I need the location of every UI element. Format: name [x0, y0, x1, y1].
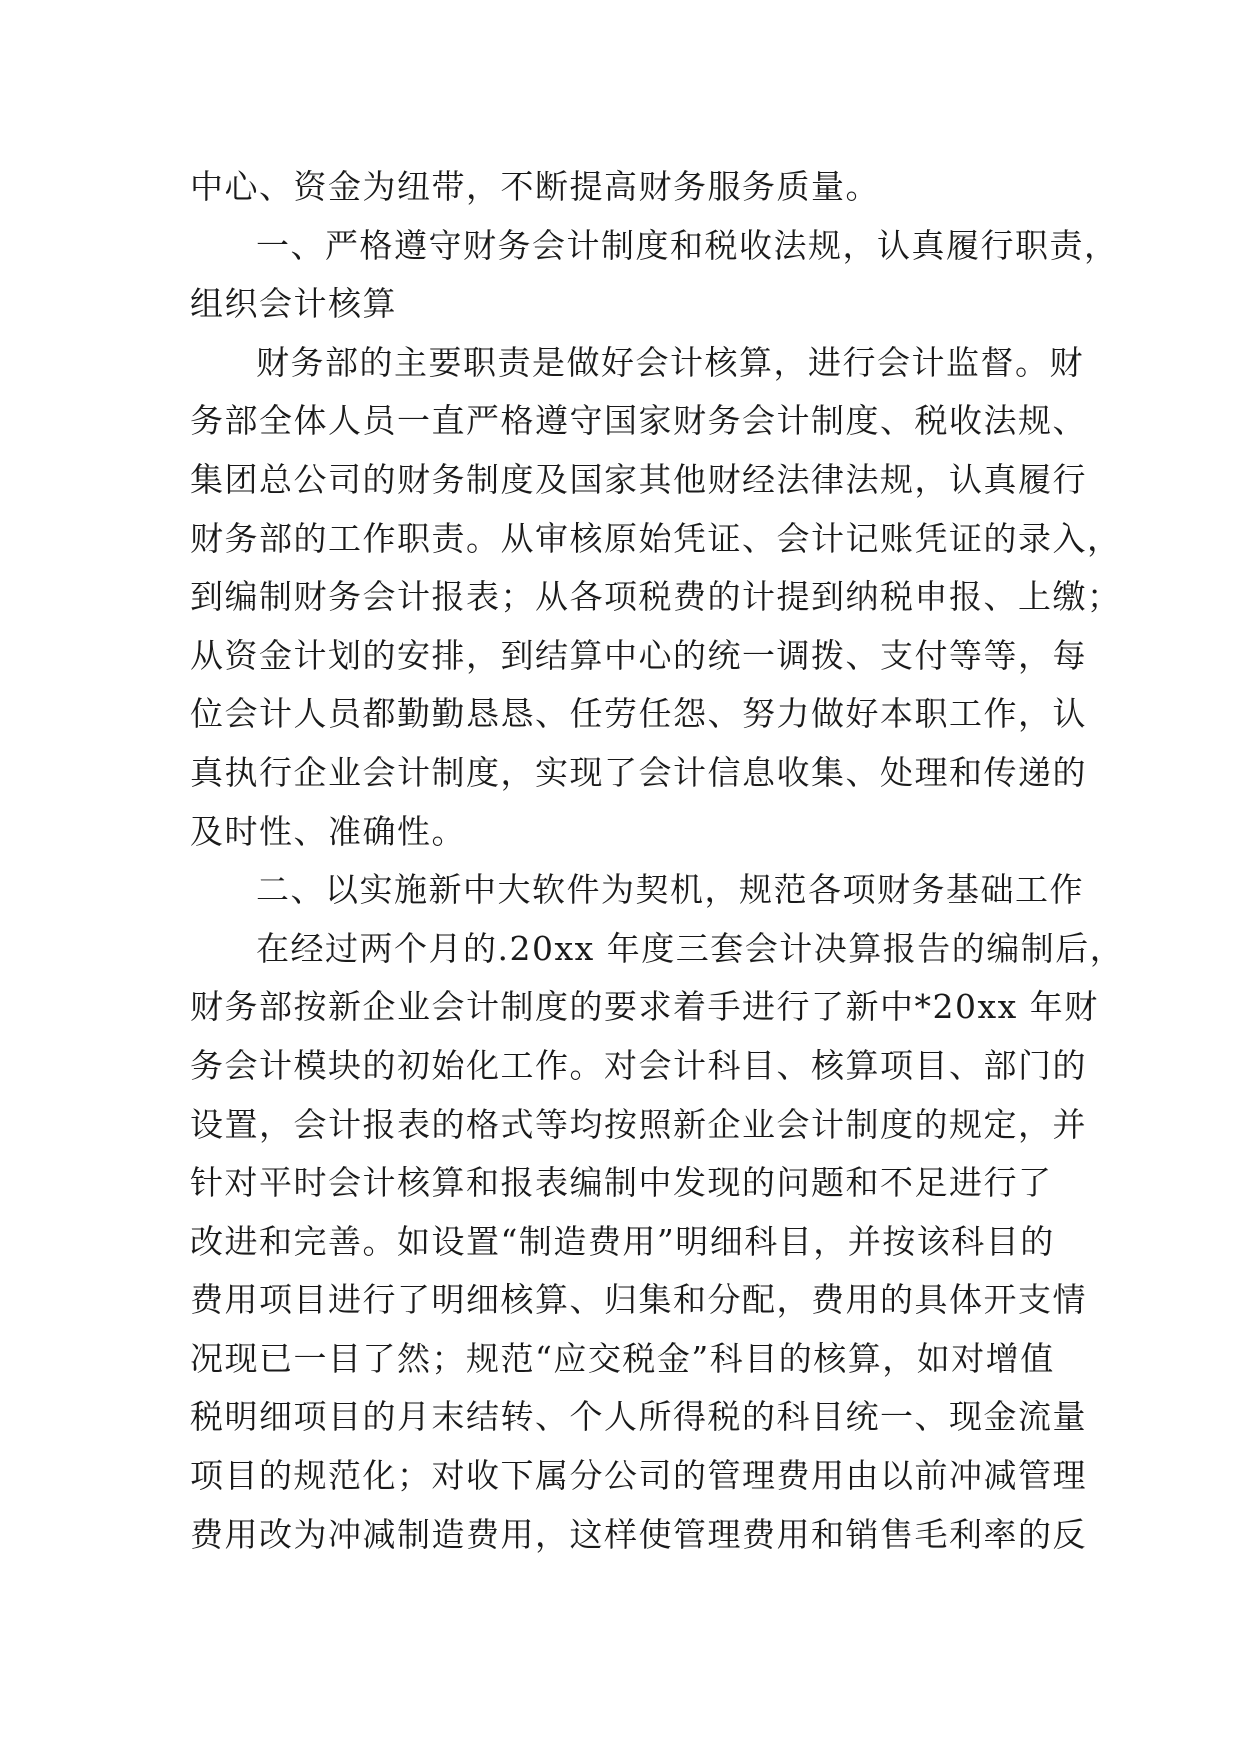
text-line: 税明细项目的月末结转、个人所得税的科目统一、现金流量 — [190, 1397, 1087, 1437]
text-line: 位会计人员都勤勤恳恳、任劳任怨、努力做好本职工作，认 — [190, 694, 1087, 734]
text-line: 设置，会计报表的格式等均按照新企业会计制度的规定，并 — [190, 1104, 1087, 1144]
text-line: 费用项目进行了明细核算、归集和分配，费用的具体开支情 — [190, 1280, 1087, 1320]
text-line: 中心、资金为纽带，不断提高财务服务质量。 — [190, 167, 880, 206]
text-line: 一、严格遵守财务会计制度和税收法规，认真履行职责， — [256, 225, 1119, 265]
text-line: 真执行企业会计制度，实现了会计信息收集、处理和传递的 — [190, 752, 1087, 792]
text-line: 财务部的工作职责。从审核原始凭证、会计记账凭证的录入， — [190, 518, 1122, 558]
text-line: 况现已一目了然；规范“应交税金”科目的核算，如对增值 — [190, 1338, 1055, 1378]
text-line: 从资金计划的安排，到结算中心的统一调拨、支付等等，每 — [190, 635, 1087, 675]
text-line: 改进和完善。如设置“制造费用”明细科目，并按该科目的 — [190, 1221, 1055, 1261]
text-line: 财务部的主要职责是做好会计核算，进行会计监督。财 — [256, 342, 1084, 382]
text-line: 针对平时会计核算和报表编制中发现的问题和不足进行了 — [190, 1163, 1053, 1203]
text-line: 及时性、准确性。 — [190, 811, 466, 851]
text-line: 到编制财务会计报表；从各项税费的计提到纳税申报、上缴； — [190, 577, 1122, 617]
text-line: 组织会计核算 — [190, 284, 397, 324]
document-body — [190, 158, 1125, 1564]
text-line: 集团总公司的财务制度及国家其他财经法律法规，认真履行 — [190, 459, 1087, 499]
text-line: 务部全体人员一直严格遵守国家财务会计制度、税收法规、 — [190, 401, 1087, 441]
text-line: 在经过两个月的.20xx 年度三套会计决算报告的编制后， — [256, 928, 1125, 968]
text-line: 务会计模块的初始化工作。对会计科目、核算项目、部门的 — [190, 1045, 1087, 1085]
text-line: 费用改为冲减制造费用，这样使管理费用和销售毛利率的反 — [190, 1514, 1087, 1554]
text-line: 项目的规范化；对收下属分公司的管理费用由以前冲减管理 — [190, 1456, 1087, 1496]
text-line: 二、以实施新中大软件为契机，规范各项财务基础工作 — [256, 870, 1084, 910]
text-line: 财务部按新企业会计制度的要求着手进行了新中*20xx 年财 — [190, 987, 1099, 1027]
